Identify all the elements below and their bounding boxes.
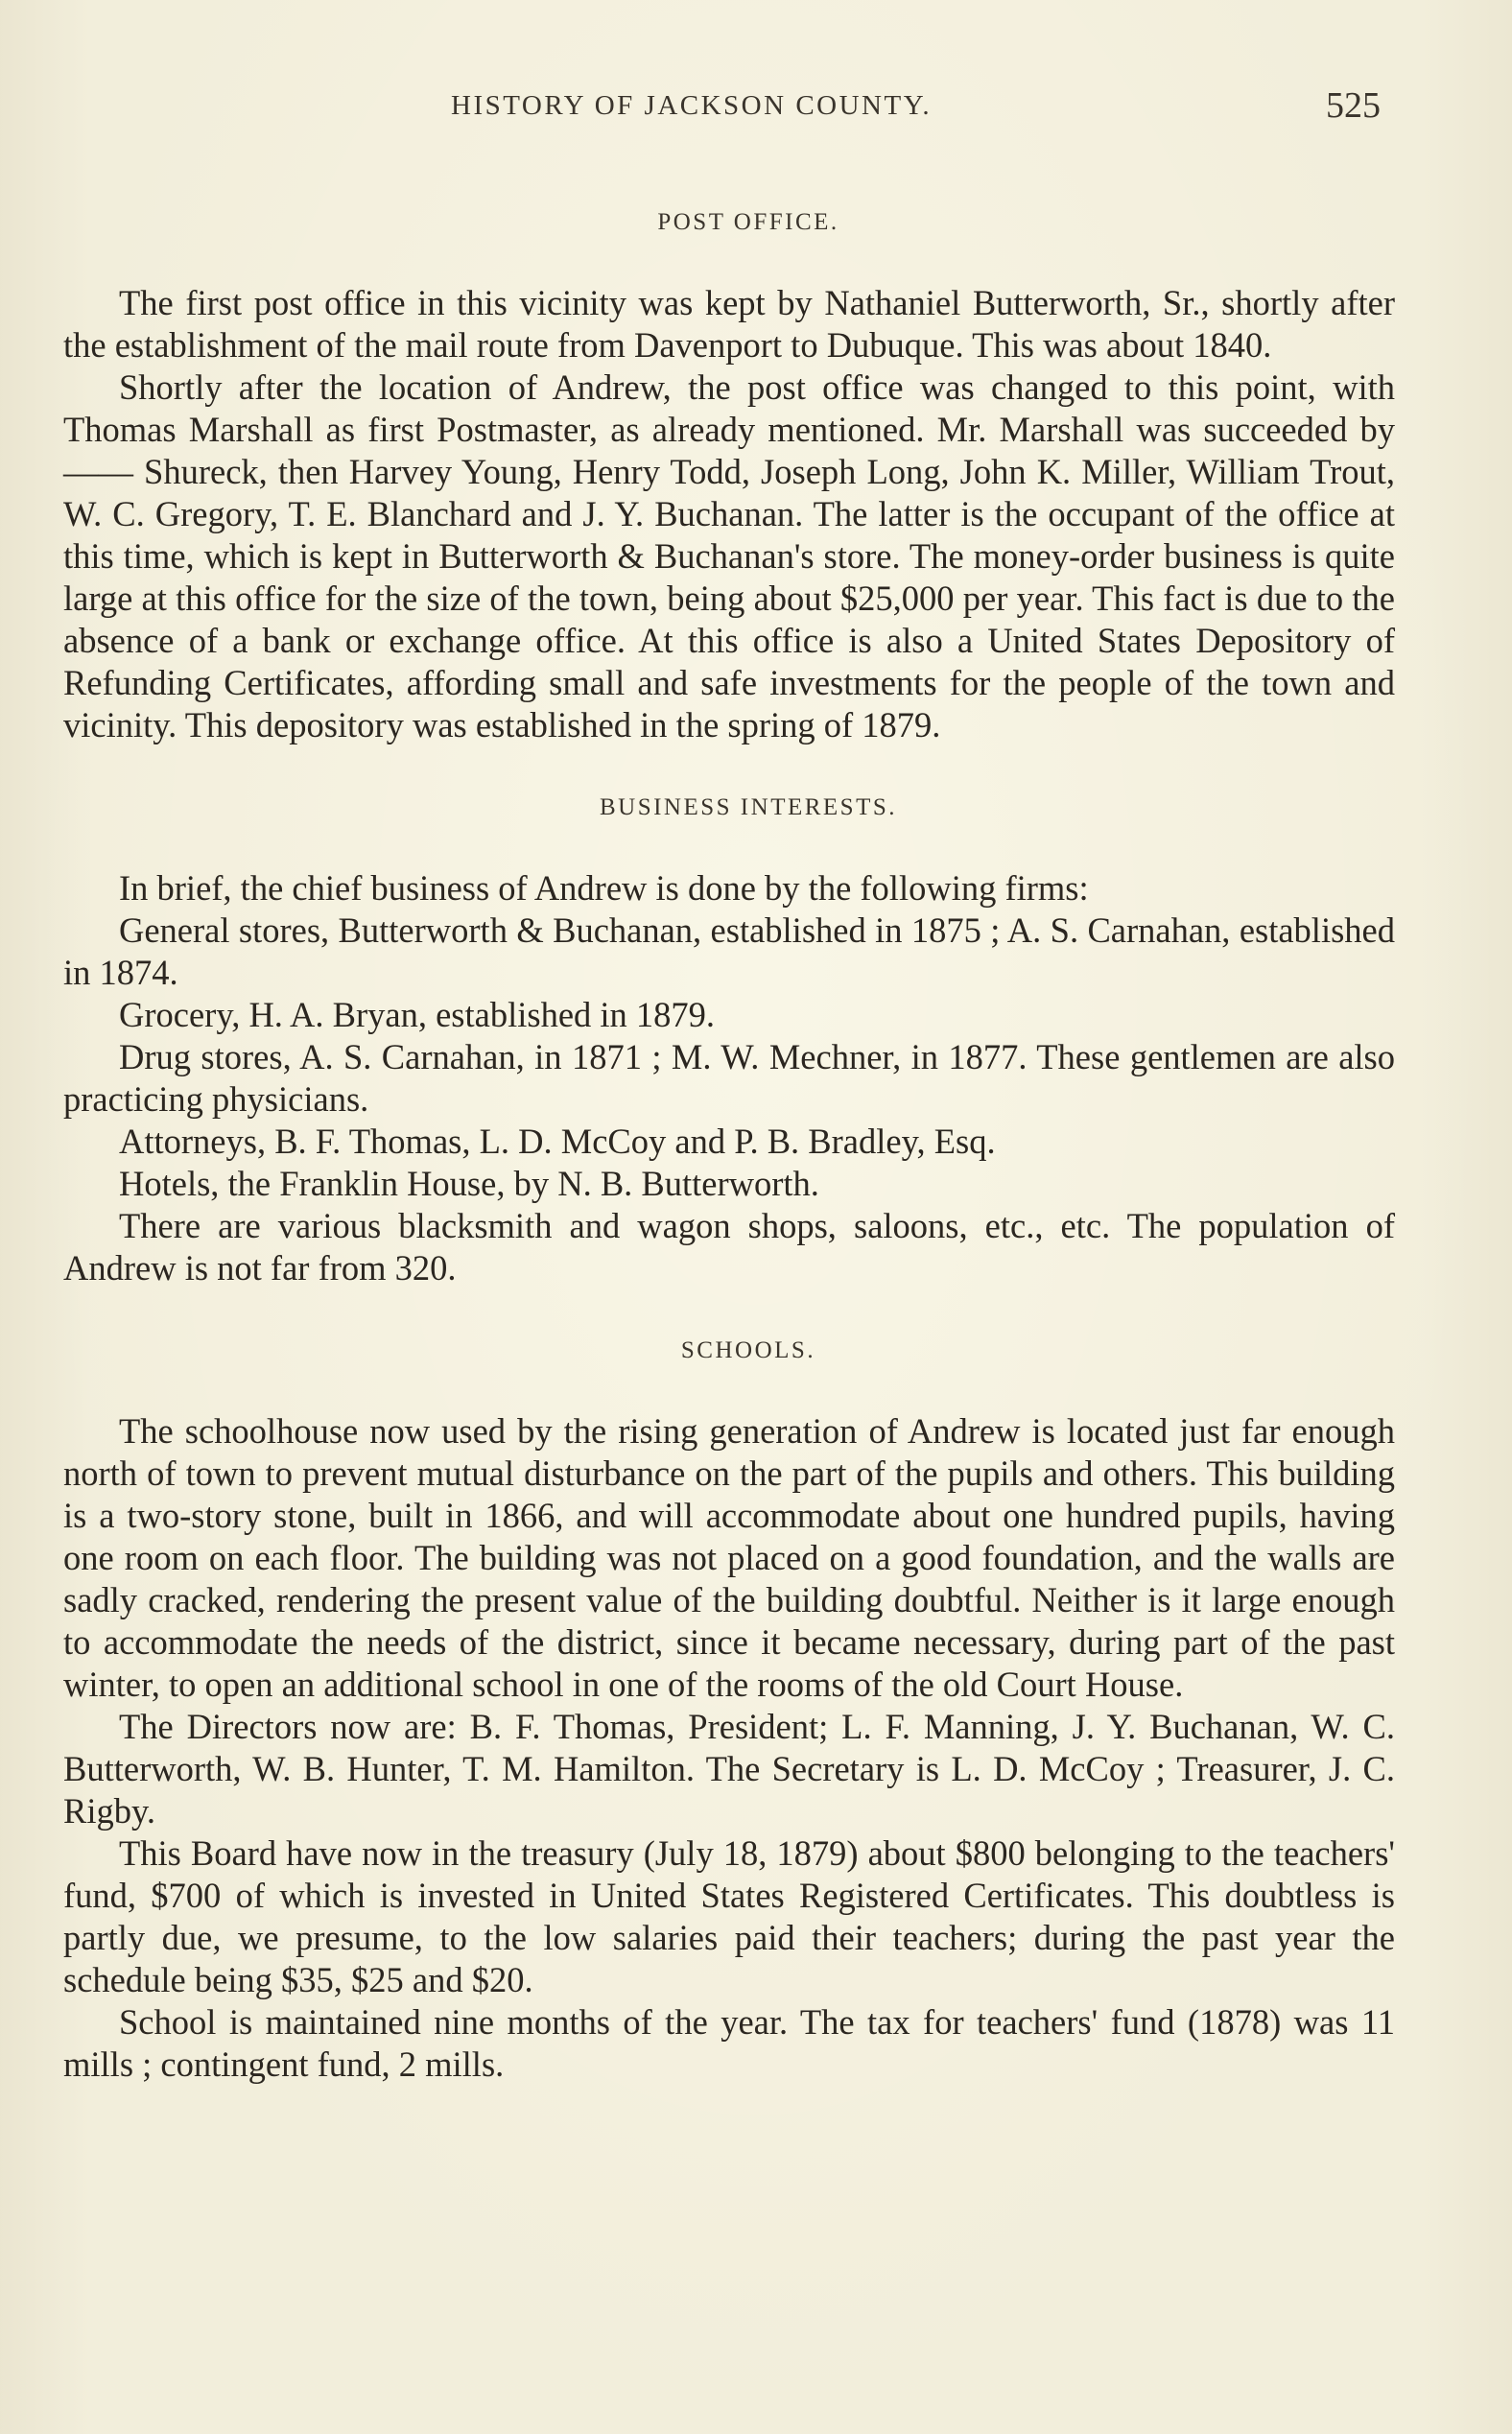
paragraph: This Board have now in the treasury (July 18, 1879) about $800 belonging to the teachers' fund, $700 of which is invested in United States Registered Certificates. This doubtless is partly due, we presume, to the low salaries paid their teachers; during the past year the schedule being $35, $25 and $20. bbox=[63, 1833, 1395, 1999]
section-business-interests bbox=[63, 794, 1395, 1289]
paragraph: School is maintained nine months of the year. The tax for teachers' fund (1878) was 11 mills ; contingent fund, 2 mills. bbox=[63, 2002, 1395, 2084]
paragraph: General stores, Butterworth & Buchanan, established in 1875 ; A. S. Carnahan, established in 1874. bbox=[63, 910, 1395, 992]
page-body bbox=[63, 209, 1395, 2086]
running-head: HISTORY OF JACKSON COUNTY. bbox=[451, 90, 933, 121]
section-post-office bbox=[63, 209, 1395, 746]
paragraph: Hotels, the Franklin House, by N. B. Butterworth. bbox=[119, 1164, 819, 1203]
section-heading-post-office: POST OFFICE. bbox=[657, 209, 839, 235]
paragraph: Attorneys, B. F. Thomas, L. D. McCoy and P. B. Bradley, Esq. bbox=[119, 1122, 996, 1161]
paragraph: Shortly after the location of Andrew, the post office was changed to this point, with Thomas Marshall as first Postmaster, as already mentioned. Mr. Marshall was succeeded by —— Shureck, then Harvey Young, Henry Todd, Joseph Long, John K. Miller, William Trout, W. C. Gregory, T. E. Blanchard and J. Y. Buchanan. The latter is the occupant of the office at this time, which is kept in Butterworth & Buchanan's store. The money-order business is quite large at this office for the size of the town, being about $25,000 per year. This fact is due to the absence of a bank or exchange office. At this office is also a United States Depository of Refunding Certificates, affording small and safe investments for the people of the town and vicinity. This depository was established in the spring of 1879. bbox=[63, 367, 1395, 744]
paragraph: In brief, the chief business of Andrew is done by the following firms: bbox=[119, 868, 1089, 908]
section-heading-schools: SCHOOLS. bbox=[680, 1337, 816, 1363]
paragraph: There are various blacksmith and wagon shops, saloons, etc., etc. The population of Andrew is not far from 320. bbox=[63, 1206, 1395, 1288]
paragraph: The schoolhouse now used by the rising generation of Andrew is located just far enough north of town to prevent mutual disturbance on the part of the pupils and others. This building is a two-story stone, built in 1866, and will accommodate about one hundred pupils, having one room on each floor. The building was not placed on a good foundation, and the walls are sadly cracked, rendering the present value of the building doubtful. Neither is it large enough to accommodate the needs of the district, since it became necessary, during part of the past winter, to open an additional school in one of the rooms of the old Court House. bbox=[63, 1411, 1395, 1704]
page-number: 525 bbox=[1326, 85, 1381, 126]
section-schools bbox=[63, 1337, 1395, 2086]
paragraph: Drug stores, A. S. Carnahan, in 1871 ; M. W. Mechner, in 1877. These gentlemen are also practicing physicians. bbox=[63, 1037, 1395, 1119]
paragraph: The Directors now are: B. F. Thomas, President; L. F. Manning, J. Y. Buchanan, W. C. Butterworth, W. B. Hunter, T. M. Hamilton. The Secretary is L. D. McCoy ; Treasurer, J. C. Rigby. bbox=[63, 1707, 1395, 1831]
page-header bbox=[0, 84, 1512, 132]
section-heading-business-interests: BUSINESS INTERESTS. bbox=[599, 794, 898, 820]
paragraph: The first post office in this vicinity was kept by Nathaniel Butterworth, Sr., shortly after the establishment of the mail route from Davenport to Dubuque. This was about 1840. bbox=[63, 283, 1395, 365]
paragraph: Grocery, H. A. Bryan, established in 1879. bbox=[119, 995, 716, 1034]
